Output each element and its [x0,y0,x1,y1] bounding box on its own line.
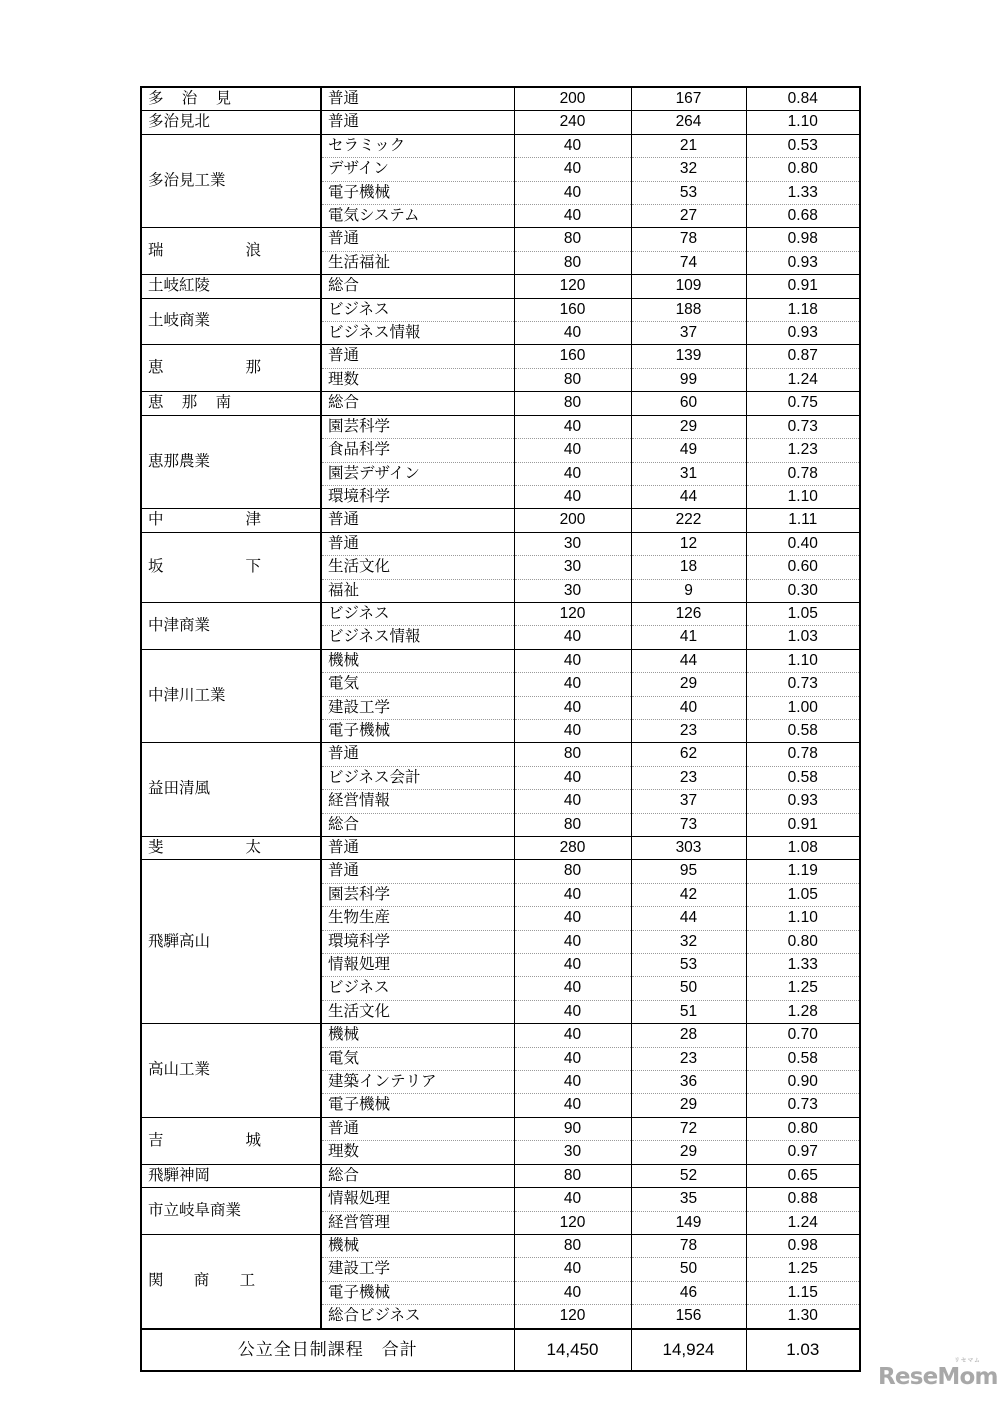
course-name-cell: 総合 [321,275,514,298]
applicants-cell: 139 [631,345,746,368]
course-name-cell: 機械 [321,1234,514,1257]
applicants-cell: 303 [631,837,746,860]
applicants-cell: 31 [631,462,746,485]
course-name-cell: 普通 [321,837,514,860]
applicants-cell: 99 [631,368,746,391]
applicants-cell: 32 [631,930,746,953]
school-name-cell: 多治見北 [141,111,321,134]
applicants-cell: 72 [631,1117,746,1140]
capacity-cell: 30 [514,579,631,602]
applicants-cell: 12 [631,532,746,555]
ratio-cell: 0.80 [746,158,860,181]
applicants-cell: 36 [631,1071,746,1094]
ratio-cell: 0.87 [746,345,860,368]
capacity-cell: 40 [514,1258,631,1281]
school-name-cell: 多 治 見 [141,87,321,111]
course-name-cell: 普通 [321,743,514,766]
course-name-cell: 普通 [321,532,514,555]
school-name-cell: 市立岐阜商業 [141,1188,321,1235]
school-name-cell: 高山工業 [141,1024,321,1118]
capacity-cell: 80 [514,251,631,274]
table-row [141,1164,860,1187]
ratio-cell: 0.93 [746,790,860,813]
table-row [141,509,860,532]
capacity-cell: 40 [514,322,631,345]
applicants-cell: 46 [631,1281,746,1304]
ratio-cell: 1.25 [746,977,860,1000]
capacity-cell: 40 [514,649,631,672]
applicants-cell: 53 [631,954,746,977]
capacity-cell: 40 [514,673,631,696]
table-row [141,345,860,368]
ratio-cell: 1.25 [746,1258,860,1281]
school-name-cell: 飛騨高山 [141,860,321,1024]
applicants-cell: 73 [631,813,746,836]
course-name-cell: 電子機械 [321,719,514,742]
watermark-logo-text: ReseMom [878,1364,998,1390]
applicants-cell: 37 [631,790,746,813]
school-name-cell: 吉 城 [141,1117,321,1164]
applicants-cell: 27 [631,205,746,228]
course-name-cell: 経営情報 [321,790,514,813]
course-name-cell: 普通 [321,228,514,251]
course-name-cell: 理数 [321,368,514,391]
ratio-cell: 0.75 [746,392,860,415]
applicants-cell: 9 [631,579,746,602]
capacity-cell: 40 [514,977,631,1000]
totals-ratio-cell: 1.03 [746,1329,860,1371]
school-name-cell: 坂 下 [141,532,321,602]
course-name-cell: 電子機械 [321,1281,514,1304]
ratio-cell: 0.73 [746,673,860,696]
admissions-table-container [140,86,859,1372]
ratio-cell: 1.28 [746,1000,860,1023]
course-name-cell: 理数 [321,1141,514,1164]
ratio-cell: 0.73 [746,1094,860,1117]
watermark-ruby-text: リセマム [954,1358,981,1364]
ratio-cell: 1.24 [746,368,860,391]
course-name-cell: 食品科学 [321,439,514,462]
ratio-cell: 0.98 [746,228,860,251]
applicants-cell: 44 [631,485,746,508]
course-name-cell: 建設工学 [321,1258,514,1281]
course-name-cell: 建設工学 [321,696,514,719]
course-name-cell: 生活福祉 [321,251,514,274]
capacity-cell: 80 [514,860,631,883]
totals-applicants-cell: 14,924 [631,1329,746,1371]
capacity-cell: 40 [514,415,631,438]
course-name-cell: 園芸デザイン [321,462,514,485]
totals-capacity-cell: 14,450 [514,1329,631,1371]
course-name-cell: 普通 [321,111,514,134]
ratio-cell: 0.70 [746,1024,860,1047]
ratio-cell: 1.33 [746,954,860,977]
capacity-cell: 160 [514,298,631,321]
table-row [141,275,860,298]
table-row [141,1188,860,1211]
capacity-cell: 40 [514,719,631,742]
applicants-cell: 60 [631,392,746,415]
capacity-cell: 40 [514,1000,631,1023]
ratio-cell: 1.11 [746,509,860,532]
capacity-cell: 40 [514,1071,631,1094]
ratio-cell: 1.00 [746,696,860,719]
course-name-cell: 電気システム [321,205,514,228]
ratio-cell: 0.58 [746,1047,860,1070]
table-row [141,392,860,415]
admissions-table [140,86,861,1372]
capacity-cell: 40 [514,790,631,813]
capacity-cell: 40 [514,930,631,953]
applicants-cell: 78 [631,1234,746,1257]
course-name-cell: デザイン [321,158,514,181]
applicants-cell: 78 [631,228,746,251]
capacity-cell: 40 [514,1094,631,1117]
capacity-cell: 80 [514,1164,631,1187]
capacity-cell: 80 [514,368,631,391]
course-name-cell: 情報処理 [321,954,514,977]
school-name-cell: 恵那農業 [141,415,321,509]
course-name-cell: 環境科学 [321,930,514,953]
capacity-cell: 240 [514,111,631,134]
ratio-cell: 1.05 [746,602,860,625]
school-name-cell: 瑞 浪 [141,228,321,275]
ratio-cell: 1.19 [746,860,860,883]
course-name-cell: 園芸科学 [321,883,514,906]
school-name-cell: 飛騨神岡 [141,1164,321,1187]
ratio-cell: 1.30 [746,1305,860,1329]
table-row [141,743,860,766]
capacity-cell: 40 [514,907,631,930]
applicants-cell: 23 [631,766,746,789]
course-name-cell: 普通 [321,87,514,111]
table-row [141,87,860,111]
ratio-cell: 0.58 [746,766,860,789]
course-name-cell: 福祉 [321,579,514,602]
table-row [141,532,860,555]
capacity-cell: 40 [514,883,631,906]
course-name-cell: 電子機械 [321,181,514,204]
course-name-cell: ビジネス [321,977,514,1000]
course-name-cell: 生活文化 [321,556,514,579]
course-name-cell: 普通 [321,509,514,532]
course-name-cell: 総合ビジネス [321,1305,514,1329]
table-row [141,1234,860,1257]
ratio-cell: 0.90 [746,1071,860,1094]
applicants-cell: 62 [631,743,746,766]
table-row [141,298,860,321]
table-row [141,602,860,625]
table-row [141,415,860,438]
applicants-cell: 109 [631,275,746,298]
table-row [141,837,860,860]
course-name-cell: 普通 [321,860,514,883]
course-name-cell: 園芸科学 [321,415,514,438]
applicants-cell: 167 [631,87,746,111]
ratio-cell: 0.78 [746,743,860,766]
course-name-cell: 総合 [321,813,514,836]
capacity-cell: 40 [514,1024,631,1047]
applicants-cell: 29 [631,1094,746,1117]
table-row [141,111,860,134]
totals-row [141,1329,860,1371]
ratio-cell: 1.03 [746,626,860,649]
capacity-cell: 40 [514,954,631,977]
course-name-cell: ビジネス情報 [321,322,514,345]
ratio-cell: 0.93 [746,322,860,345]
capacity-cell: 80 [514,743,631,766]
ratio-cell: 0.88 [746,1188,860,1211]
applicants-cell: 40 [631,696,746,719]
ratio-cell: 1.10 [746,485,860,508]
school-name-cell: 中 津 [141,509,321,532]
course-name-cell: 機械 [321,649,514,672]
course-name-cell: ビジネス情報 [321,626,514,649]
course-name-cell: 環境科学 [321,485,514,508]
capacity-cell: 40 [514,181,631,204]
applicants-cell: 23 [631,719,746,742]
ratio-cell: 1.33 [746,181,860,204]
ratio-cell: 0.91 [746,813,860,836]
school-name-cell: 多治見工業 [141,134,321,228]
ratio-cell: 0.98 [746,1234,860,1257]
capacity-cell: 40 [514,626,631,649]
school-name-cell: 斐 太 [141,837,321,860]
course-name-cell: 電子機械 [321,1094,514,1117]
capacity-cell: 120 [514,1305,631,1329]
capacity-cell: 40 [514,1047,631,1070]
ratio-cell: 0.58 [746,719,860,742]
capacity-cell: 40 [514,485,631,508]
ratio-cell: 0.65 [746,1164,860,1187]
applicants-cell: 29 [631,673,746,696]
capacity-cell: 40 [514,766,631,789]
school-name-cell: 関 商 工 [141,1234,321,1328]
totals-label-cell: 公立全日制課程 合計 [141,1329,514,1371]
ratio-cell: 0.73 [746,415,860,438]
course-name-cell: 総合 [321,392,514,415]
course-name-cell: 電気 [321,1047,514,1070]
applicants-cell: 37 [631,322,746,345]
applicants-cell: 53 [631,181,746,204]
applicants-cell: 29 [631,1141,746,1164]
capacity-cell: 120 [514,275,631,298]
ratio-cell: 1.08 [746,837,860,860]
applicants-cell: 52 [631,1164,746,1187]
applicants-cell: 51 [631,1000,746,1023]
admissions-table-body [141,87,860,1371]
ratio-cell: 0.97 [746,1141,860,1164]
school-name-cell: 中津川工業 [141,649,321,743]
ratio-cell: 0.53 [746,134,860,157]
course-name-cell: 機械 [321,1024,514,1047]
applicants-cell: 41 [631,626,746,649]
applicants-cell: 21 [631,134,746,157]
applicants-cell: 44 [631,907,746,930]
ratio-cell: 1.10 [746,907,860,930]
applicants-cell: 50 [631,1258,746,1281]
capacity-cell: 80 [514,1234,631,1257]
course-name-cell: 生活文化 [321,1000,514,1023]
course-name-cell: 電気 [321,673,514,696]
capacity-cell: 160 [514,345,631,368]
course-name-cell: 生物生産 [321,907,514,930]
course-name-cell: 普通 [321,345,514,368]
applicants-cell: 42 [631,883,746,906]
table-row [141,860,860,883]
capacity-cell: 200 [514,509,631,532]
applicants-cell: 149 [631,1211,746,1234]
applicants-cell: 156 [631,1305,746,1329]
applicants-cell: 29 [631,415,746,438]
ratio-cell: 1.15 [746,1281,860,1304]
applicants-cell: 44 [631,649,746,672]
applicants-cell: 28 [631,1024,746,1047]
applicants-cell: 18 [631,556,746,579]
school-name-cell: 中津商業 [141,602,321,649]
capacity-cell: 30 [514,556,631,579]
course-name-cell: 普通 [321,1117,514,1140]
capacity-cell: 40 [514,1188,631,1211]
capacity-cell: 30 [514,532,631,555]
school-name-cell: 土岐商業 [141,298,321,345]
ratio-cell: 1.23 [746,439,860,462]
applicants-cell: 222 [631,509,746,532]
applicants-cell: 126 [631,602,746,625]
ratio-cell: 1.05 [746,883,860,906]
applicants-cell: 95 [631,860,746,883]
table-row [141,228,860,251]
applicants-cell: 23 [631,1047,746,1070]
course-name-cell: 総合 [321,1164,514,1187]
course-name-cell: 経営管理 [321,1211,514,1234]
applicants-cell: 74 [631,251,746,274]
ratio-cell: 0.78 [746,462,860,485]
table-row [141,134,860,157]
ratio-cell: 0.80 [746,930,860,953]
school-name-cell: 恵 那 [141,345,321,392]
capacity-cell: 40 [514,462,631,485]
capacity-cell: 40 [514,158,631,181]
capacity-cell: 80 [514,228,631,251]
capacity-cell: 80 [514,813,631,836]
course-name-cell: ビジネス会計 [321,766,514,789]
ratio-cell: 0.84 [746,87,860,111]
applicants-cell: 35 [631,1188,746,1211]
applicants-cell: 50 [631,977,746,1000]
capacity-cell: 280 [514,837,631,860]
applicants-cell: 49 [631,439,746,462]
capacity-cell: 120 [514,1211,631,1234]
ratio-cell: 0.80 [746,1117,860,1140]
school-name-cell: 益田清風 [141,743,321,837]
applicants-cell: 188 [631,298,746,321]
capacity-cell: 80 [514,392,631,415]
ratio-cell: 1.18 [746,298,860,321]
applicants-cell: 264 [631,111,746,134]
ratio-cell: 0.93 [746,251,860,274]
course-name-cell: セラミック [321,134,514,157]
school-name-cell: 土岐紅陵 [141,275,321,298]
capacity-cell: 30 [514,1141,631,1164]
capacity-cell: 40 [514,1281,631,1304]
course-name-cell: 建築インテリア [321,1071,514,1094]
capacity-cell: 40 [514,205,631,228]
course-name-cell: ビジネス [321,298,514,321]
ratio-cell: 1.24 [746,1211,860,1234]
capacity-cell: 90 [514,1117,631,1140]
table-row [141,649,860,672]
capacity-cell: 120 [514,602,631,625]
applicants-cell: 32 [631,158,746,181]
ratio-cell: 1.10 [746,649,860,672]
ratio-cell: 0.60 [746,556,860,579]
ratio-cell: 1.10 [746,111,860,134]
table-row [141,1117,860,1140]
ratio-cell: 0.30 [746,579,860,602]
ratio-cell: 0.40 [746,532,860,555]
ratio-cell: 0.68 [746,205,860,228]
capacity-cell: 200 [514,87,631,111]
capacity-cell: 40 [514,439,631,462]
school-name-cell: 恵 那 南 [141,392,321,415]
capacity-cell: 40 [514,134,631,157]
ratio-cell: 0.91 [746,275,860,298]
course-name-cell: 情報処理 [321,1188,514,1211]
course-name-cell: ビジネス [321,602,514,625]
table-row [141,1024,860,1047]
capacity-cell: 40 [514,696,631,719]
resemom-watermark [878,1358,998,1392]
